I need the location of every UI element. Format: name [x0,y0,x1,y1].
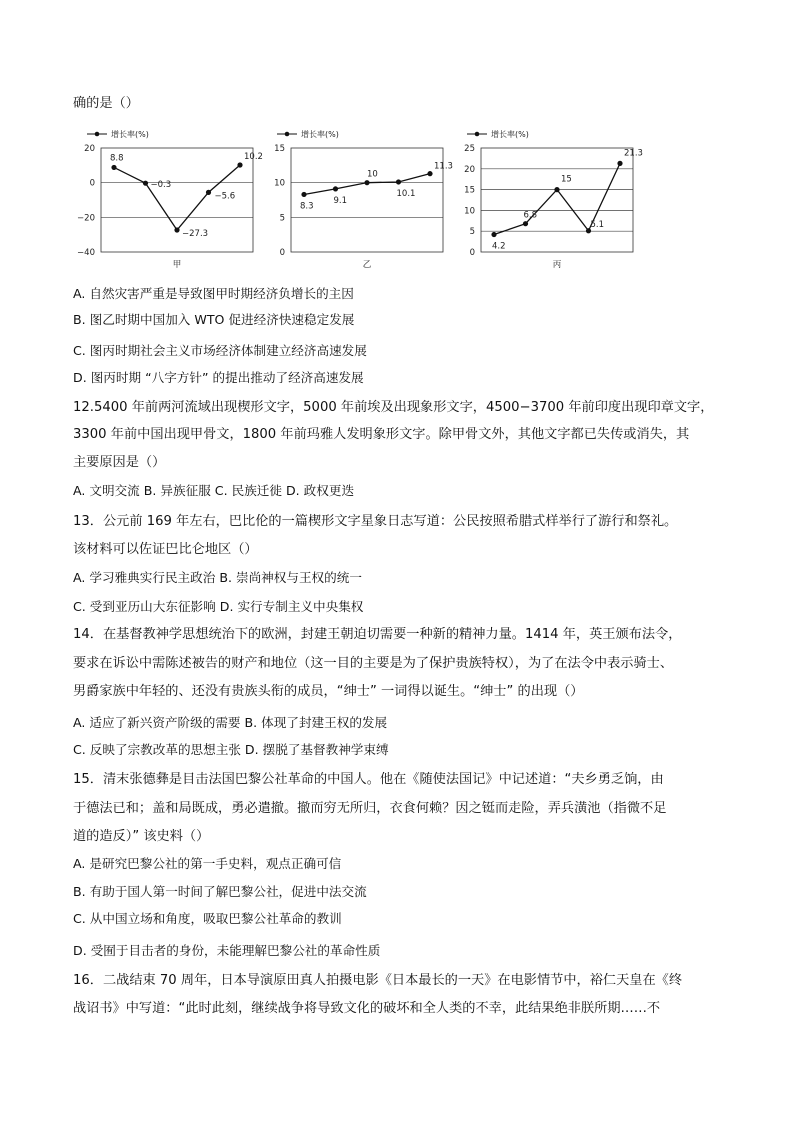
y-tick-label: 10 [274,178,285,189]
data-label: 10.1 [396,188,416,199]
q16-line-2: 战诏书》中写道：“此时此刻，继续战争将导致文化的破坏和全人类的不幸，此结果绝非朕所期……不 [73,1001,661,1016]
data-label: −0.3 [150,180,172,191]
y-tick-label: 15 [274,144,285,154]
y-tick-label: 10 [464,206,475,217]
data-label: 10 [367,169,378,180]
chart-title: 丙 [552,260,562,270]
data-point [174,227,179,232]
q12-line-2: 3300 年前中国出现甲骨文，1800 年前玛雅人发明象形文字。除甲骨文外，其他文字都已失传或消失，其 [73,427,690,442]
q15-line-2: 于德法已和；盖和局既成，勇必遣撤。撤而穷无所归，衣食何赖？因之铤而走险，弄兵潢池（指微不足 [73,801,667,816]
plot-frame [481,148,633,252]
data-label: 6.8 [523,210,538,221]
y-tick-label: 25 [464,144,475,154]
data-point [143,181,148,186]
y-tick-label: 20 [84,144,95,154]
chart-yi [263,126,453,268]
q11-option-b: B. 图乙时期中国加入 WTO 促进经济快速稳定发展 [73,312,355,327]
data-point [206,190,211,195]
q12-line-1: 12.5400 年前两河流域出现楔形文字，5000 年前埃及出现象形文字，4500−3700 年前印度出现印章文字， [73,400,714,415]
legend-label: 增长率(%) [301,130,339,139]
data-label: −5.6 [214,191,236,202]
q14-option-ab: A. 适应了新兴资产阶级的需要 B. 体现了封建王权的发展 [73,715,388,730]
data-point [427,171,432,176]
q13-option-ab: A. 学习雅典实行民主政治 B. 崇尚神权与王权的统一 [73,570,362,585]
q13-option-cd: C. 受到亚历山大东征影响 D. 实行专制主义中央集权 [73,599,364,614]
q14-line-1: 14．在基督教神学思想统治下的欧洲，封建王朝迫切需要一种新的精神力量。1414 年，英王颁布法令， [73,627,682,642]
data-label: 11.3 [434,161,453,172]
q11-option-a: A. 自然灾害严重是导致图甲时期经济负增长的主因 [73,286,354,301]
q16-line-1: 16．二战结束 70 周年，日本导演原田真人拍摄电影《日本最长的一天》在电影情节中，裕仁天皇在《终 [73,973,683,988]
data-label: 15 [561,174,572,185]
q11-option-c: C. 图丙时期社会主义市场经济体制建立经济高速发展 [73,343,367,358]
y-tick-label: 0 [469,248,475,258]
data-label: 8.8 [110,153,124,164]
q15-option-b: B. 有助于国人第一时间了解巴黎公社，促进中法交流 [73,884,367,899]
legend-marker [475,132,480,137]
chart-jia-svg [73,126,263,268]
data-point [237,162,242,167]
data-point [491,232,496,237]
y-tick-label: −40 [77,248,95,258]
legend-marker [95,132,100,137]
legend-label: 增长率(%) [111,130,149,139]
chart-yi-svg [263,126,453,268]
q12-options: A. 文明交流 B. 异族征服 C. 民族迁徙 D. 政权更迭 [73,483,355,498]
data-label: 10.2 [244,151,263,162]
q13-line-1: 13．公元前 169 年左右，巴比伦的一篇楔形文字星象日志写道：公民按照希腊式样举行了游行和祭礼。 [73,514,678,529]
legend-label: 增长率(%) [491,130,529,139]
y-tick-label: 15 [464,185,475,196]
q12-line-3: 主要原因是（） [73,455,166,470]
data-label: 8.3 [300,201,314,212]
q15-option-c: C. 从中国立场和角度，吸取巴黎公社革命的教训 [73,911,342,926]
chart-jia [73,126,263,268]
y-tick-label: 0 [89,178,95,189]
q14-line-2: 要求在诉讼中需陈述被告的财产和地位（这一目的主要是为了保护贵族特权），为了在法令中表示骑士、 [73,656,674,671]
data-point [523,221,528,226]
chart-bing-svg [453,126,643,268]
data-label: −27.3 [182,228,209,239]
q11-stem-tail: 确的是（） [73,96,139,111]
data-point [554,187,559,192]
data-point [364,180,369,185]
y-tick-label: 0 [279,248,285,258]
data-point [301,192,306,197]
chart-title: 甲 [172,260,182,270]
y-tick-label: 20 [464,164,475,175]
data-point [617,161,622,166]
plot-frame [291,148,443,252]
data-point [111,165,116,170]
data-label: 21.3 [624,148,643,159]
legend-marker [285,132,290,137]
chart-bing [453,126,643,268]
q15-option-d: D. 受囿于目击者的身份，未能理解巴黎公社的革命性质 [73,943,381,958]
q14-option-cd: C. 反映了宗教改革的思想主张 D. 摆脱了基督教神学束缚 [73,742,389,757]
q15-option-a: A. 是研究巴黎公社的第一手史料，观点正确可信 [73,856,342,871]
q13-line-2: 该材料可以佐证巴比仑地区（） [73,542,258,557]
q11-option-d: D. 图丙时期 “八字方针” 的提出推动了经济高速发展 [73,370,364,385]
data-label: 5.1 [590,219,605,230]
y-tick-label: 5 [469,227,475,238]
data-point [396,179,401,184]
data-point [333,186,338,191]
data-label: 4.2 [492,241,506,252]
q15-line-3: 道的造反）” 该史料（） [73,829,210,844]
q14-line-3: 男爵家族中年轻的、还没有贵族头衔的成员，“绅士” 一词得以诞生。“绅士” 的出现（） [73,684,584,699]
data-label: 9.1 [333,195,348,206]
y-tick-label: −20 [77,213,95,224]
chart-title: 乙 [362,260,372,270]
y-tick-label: 5 [279,213,285,224]
q15-line-1: 15．清末张德彝是目击法国巴黎公社革命的中国人。他在《随使法国记》中记述道：“夫乡勇乏饷，由 [73,772,664,787]
